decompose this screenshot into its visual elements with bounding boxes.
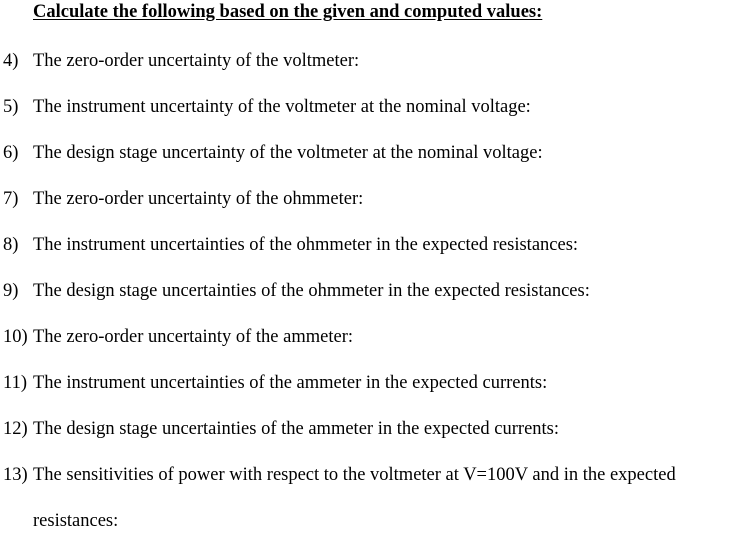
item-text: The zero-order uncertainty of the voltmeter: bbox=[33, 51, 360, 71]
item-number: 12) bbox=[3, 419, 28, 439]
item-number: 11) bbox=[3, 373, 27, 393]
item-text: The instrument uncertainties of the ohmmeter in the expected resistances: bbox=[33, 235, 579, 255]
item-text: The instrument uncertainties of the ammeter in the expected currents: bbox=[33, 373, 548, 393]
item-text-continuation: resistances: bbox=[33, 511, 119, 531]
item-text: The design stage uncertainty of the voltmeter at the nominal voltage: bbox=[33, 143, 543, 163]
item-text: The instrument uncertainty of the voltmeter at the nominal voltage: bbox=[33, 97, 531, 117]
item-number: 8) bbox=[3, 235, 19, 255]
item-text: The design stage uncertainties of the ohmmeter in the expected resistances: bbox=[33, 281, 590, 301]
item-number: 5) bbox=[3, 97, 19, 117]
item-text: The design stage uncertainties of the ammeter in the expected currents: bbox=[33, 419, 560, 439]
item-number: 13) bbox=[3, 465, 28, 485]
item-text: The sensitivities of power with respect to the voltmeter at V=100V and in the expected bbox=[33, 465, 676, 485]
item-number: 10) bbox=[3, 327, 28, 347]
item-text: The zero-order uncertainty of the ohmmeter: bbox=[33, 189, 364, 209]
item-number: 9) bbox=[3, 281, 19, 301]
item-number: 4) bbox=[3, 51, 19, 71]
item-number: 6) bbox=[3, 143, 19, 163]
item-text: The zero-order uncertainty of the ammeter: bbox=[33, 327, 353, 347]
instructions-heading: Calculate the following based on the given and computed values: bbox=[33, 2, 543, 22]
item-number: 7) bbox=[3, 189, 19, 209]
